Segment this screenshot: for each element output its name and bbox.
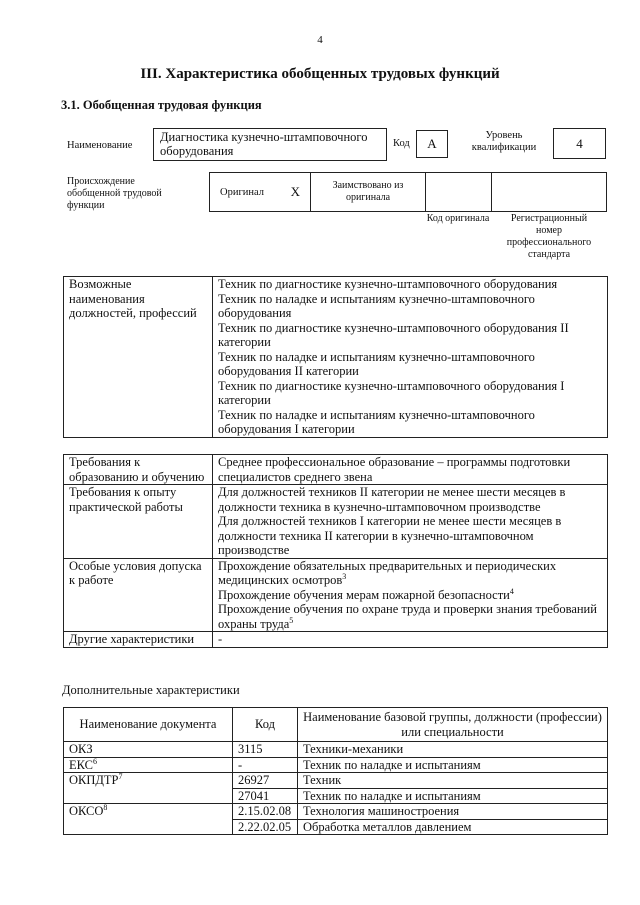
name-cell: Техник по наладке и испытаниям <box>298 788 608 804</box>
function-name-box <box>153 128 387 161</box>
special-item <box>218 602 602 631</box>
doc-cell: ЕКС$^6$ <box>64 757 233 773</box>
code-cell: 2.22.02.05 <box>233 819 298 835</box>
level-label: Уровень квалификации <box>471 130 537 153</box>
code-cell: 3115 <box>233 742 298 758</box>
reg-number-caption: Регистрационный номер профессионального стандарта <box>506 213 592 260</box>
special-item-text: Прохождение обучения мерам пожарной безопасности <box>218 587 510 602</box>
footnote-ref: 7 <box>118 771 123 781</box>
doc-cell: ОКСО$^8$ <box>64 804 233 835</box>
original-mark: X <box>290 184 300 199</box>
special-item-text: Прохождение обязательных предварительных и периодических медицинских осмотров <box>218 558 557 587</box>
doc-cell: ОКПДТР$^7$ <box>64 773 233 804</box>
borrowed-label: Заимствовано из оригинала <box>332 180 404 203</box>
original-label: Оригинал <box>220 186 264 198</box>
position-item: Техник по наладке и испытаниям кузнечно-штамповочного оборудования <box>218 291 535 320</box>
special-conditions-list <box>213 558 608 632</box>
code-original-caption: Код оригинала <box>426 213 490 224</box>
special-item-text: Прохождение обучения по охране труда и проверки знания требований охраны труда <box>218 602 597 631</box>
doc-cell: ОКЗ <box>64 742 233 758</box>
position-item: Техник по наладке и испытаниям кузнечно-штамповочного оборудования II категории <box>218 349 535 378</box>
code-box <box>416 130 448 158</box>
additional-table <box>63 707 608 835</box>
borrowed-cell <box>310 173 426 211</box>
position-item: Техник по диагностике кузнечно-штамповочного оборудования <box>218 277 558 291</box>
code-cell: - <box>233 757 298 773</box>
requirements-table <box>63 454 608 648</box>
position-item: Техник по диагностике кузнечно-штамповочного оборудования II категории <box>218 320 569 349</box>
special-item <box>218 559 602 588</box>
col-name-header: Наименование базовой группы, должности (профессии) или специальности <box>298 708 608 742</box>
page-number: 4 <box>317 34 323 46</box>
code-cell: 2.15.02.08 <box>233 804 298 820</box>
level-value: 4 <box>576 135 583 151</box>
col-doc-header: Наименование документа <box>64 708 233 742</box>
code-cell: 27041 <box>233 788 298 804</box>
positions-list <box>213 277 608 438</box>
position-item: Техник по диагностике кузнечно-штамповочного оборудования I категории <box>218 378 565 407</box>
name-label: Наименование <box>67 140 133 151</box>
subsection-title: 3.1. Обобщенная трудовая функция <box>61 98 262 112</box>
col-code-header: Код <box>233 708 298 742</box>
code-cell: 26927 <box>233 773 298 789</box>
position-item: Техник по наладке и испытаниям кузнечно-штамповочного оборудования I категории <box>218 407 535 436</box>
name-cell: Техники-механики <box>298 742 608 758</box>
experience-label: Требования к опыту практической работы <box>64 485 213 559</box>
other-value: - <box>213 632 608 648</box>
origin-label: Происхождение обобщенной трудовой функции <box>67 176 162 211</box>
additional-title: Дополнительные характеристики <box>62 683 240 697</box>
footnote-ref: 4 <box>509 586 514 596</box>
origin-reg-cell <box>492 173 606 211</box>
footnote-ref: 6 <box>93 756 97 766</box>
positions-label: Возможные наименования должностей, профессий <box>64 277 213 438</box>
section-title: III. Характеристика обобщенных трудовых функций <box>140 66 500 82</box>
function-name: Диагностика кузнечно-штамповочного оборудования <box>160 130 368 158</box>
education-label: Требования к образованию и обучению <box>64 455 213 485</box>
footnote-ref: 8 <box>103 802 108 812</box>
code-label: Код <box>393 138 410 149</box>
code-value: А <box>427 136 437 151</box>
name-cell: Техник <box>298 773 608 789</box>
origin-original-cell <box>210 173 310 211</box>
special-conditions-label: Особые условия допуска к работе <box>64 558 213 632</box>
other-label: Другие характеристики <box>64 632 213 648</box>
experience-list <box>213 485 608 559</box>
name-cell: Техник по наладке и испытаниям <box>298 757 608 773</box>
origin-row <box>209 172 607 212</box>
special-item <box>218 588 602 603</box>
origin-code-cell <box>426 173 492 211</box>
name-cell: Технология машиностроения <box>298 804 608 820</box>
footnote-ref: 3 <box>342 571 347 581</box>
education-value: Среднее профессиональное образование – программы подготовки специалистов среднего звена <box>213 455 608 485</box>
experience-item: Для должностей техников II категории не менее шести месяцев в должности техника в кузнечно-штамповочном производстве <box>218 485 566 514</box>
name-cell: Обработка металлов давлением <box>298 819 608 835</box>
level-box <box>553 128 606 159</box>
footnote-ref: 5 <box>289 615 294 625</box>
positions-table <box>63 276 608 438</box>
experience-item: Для должностей техников I категории не менее шести месяцев в должности техника II категории в кузнечно-штамповочном производстве <box>218 514 562 557</box>
